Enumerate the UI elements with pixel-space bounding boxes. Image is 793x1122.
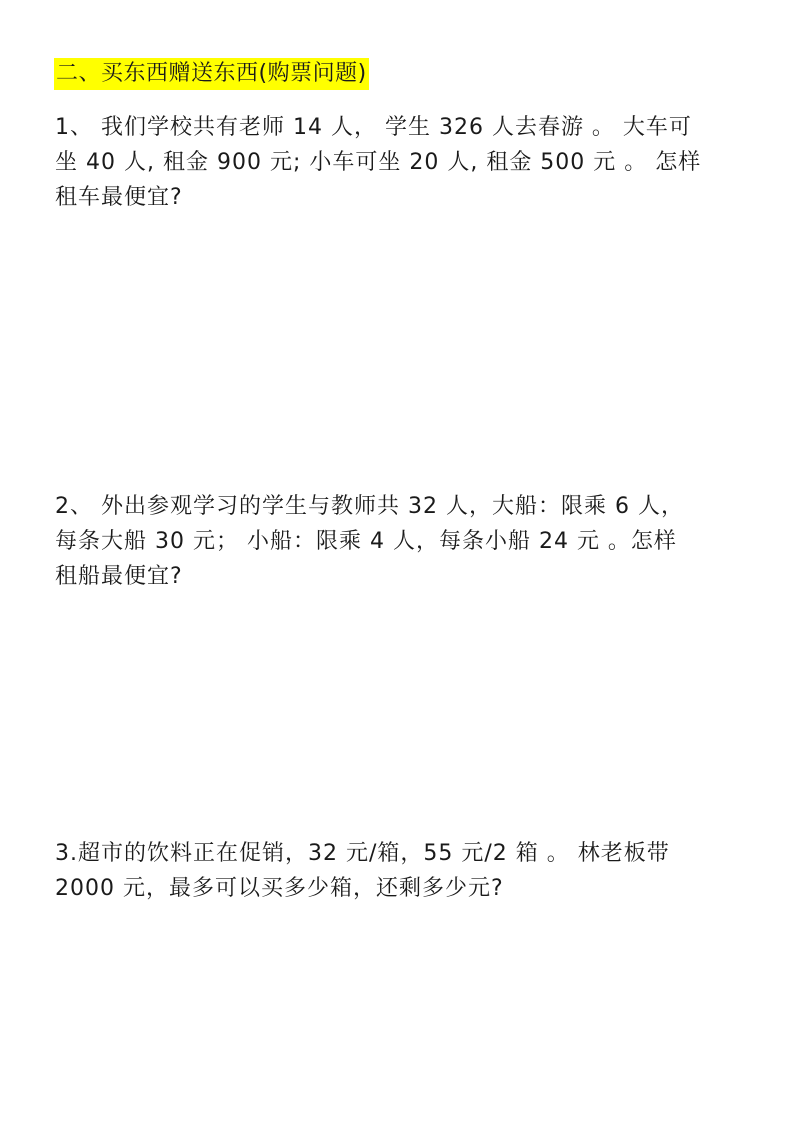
question-2-line-1: 2、 外出参观学习的学生与教师共 32 人，大船：限乘 6 人，: [55, 494, 684, 519]
question-3: [55, 836, 745, 906]
question-2-line-2: 每条大船 30 元； 小船：限乘 4 人，每条小船 24 元 。怎样: [55, 529, 677, 554]
question-1-line-1: 1、 我们学校共有老师 14 人， 学生 326 人去春游 。 大车可: [55, 115, 692, 140]
question-2-line-3: 租船最便宜?: [55, 564, 183, 589]
question-3-line-2: 2000 元，最多可以买多少箱，还剩多少元?: [55, 876, 504, 901]
question-2: [55, 489, 745, 594]
answer-space-3: [55, 910, 745, 1110]
question-3-line-1: 3.超市的饮料正在促销，32 元/箱，55 元/2 箱 。 林老板带: [55, 841, 670, 866]
section-title: 二、买东西赠送东西(购票问题): [54, 58, 369, 90]
answer-space-1: [55, 218, 745, 478]
question-1-line-3: 租车最便宜?: [55, 185, 183, 210]
question-1-line-2: 坐 40 人, 租金 900 元; 小车可坐 20 人, 租金 500 元 。 怎样: [55, 150, 702, 175]
question-1: [55, 110, 745, 215]
answer-space-2: [55, 597, 745, 827]
